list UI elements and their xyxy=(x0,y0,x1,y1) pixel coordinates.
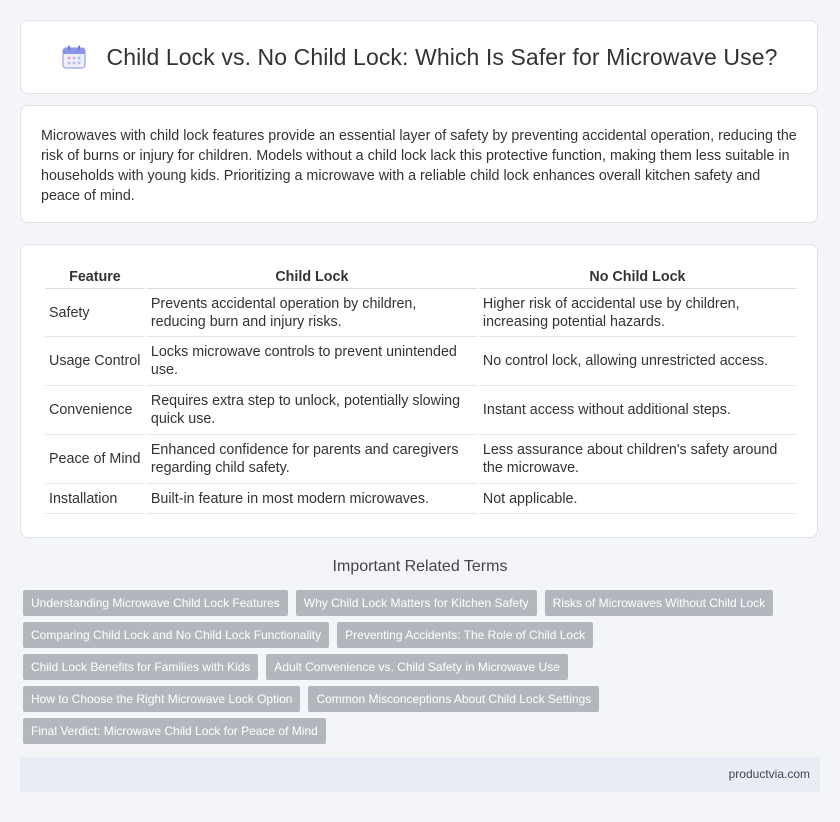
intro-card xyxy=(20,105,818,223)
related-term-tag[interactable]: Understanding Microwave Child Lock Features xyxy=(23,590,288,616)
header-feature: Feature xyxy=(45,265,145,289)
no-child-lock-cell: Not applicable. xyxy=(479,484,796,514)
related-term-tag[interactable]: Why Child Lock Matters for Kitchen Safety xyxy=(296,590,537,616)
feature-cell: Safety xyxy=(45,289,145,337)
feature-cell: Installation xyxy=(45,484,145,514)
footer-source-link[interactable]: productvia.com xyxy=(728,767,810,781)
child-lock-cell: Requires extra step to unlock, potentially slowing quick use. xyxy=(147,386,477,435)
related-term-tag[interactable]: Common Misconceptions About Child Lock Settings xyxy=(308,686,599,712)
header-no-child-lock: No Child Lock xyxy=(479,265,796,289)
comparison-table xyxy=(43,265,798,514)
no-child-lock-cell: Instant access without additional steps. xyxy=(479,386,796,435)
related-terms-heading: Important Related Terms xyxy=(332,558,508,575)
related-terms-list xyxy=(23,590,823,750)
no-child-lock-cell: Higher risk of accidental use by children, increasing potential hazards. xyxy=(479,289,796,337)
tag-row xyxy=(23,686,823,712)
feature-cell: Convenience xyxy=(45,386,145,435)
child-lock-cell: Enhanced confidence for parents and caregivers regarding child safety. xyxy=(147,435,477,484)
comparison-table-card xyxy=(20,244,818,538)
title-card xyxy=(20,20,818,94)
child-lock-cell: Locks microwave controls to prevent unintended use. xyxy=(147,337,477,386)
no-child-lock-cell: No control lock, allowing unrestricted access. xyxy=(479,337,796,386)
intro-paragraph: Microwaves with child lock features provide an essential layer of safety by preventing accidental operation, reducing the risk of burns or injury for children. Models without a child lock lack this protective function, making them less suitable in households with young kids. Prioritizing a microwave with a reliable child lock enhances overall kitchen safety and peace of mind. xyxy=(41,128,797,204)
feature-cell: Peace of Mind xyxy=(45,435,145,484)
no-child-lock-cell: Less assurance about children's safety around the microwave. xyxy=(479,435,796,484)
table-row xyxy=(45,289,796,337)
feature-cell: Usage Control xyxy=(45,337,145,386)
table-row xyxy=(45,337,796,386)
tag-row xyxy=(23,718,823,744)
tag-row xyxy=(23,590,823,616)
related-term-tag[interactable]: Comparing Child Lock and No Child Lock Functionality xyxy=(23,622,329,648)
related-term-tag[interactable]: Child Lock Benefits for Families with Kids xyxy=(23,654,258,680)
table-row xyxy=(45,484,796,514)
footer xyxy=(20,757,820,792)
calendar-icon xyxy=(61,44,87,70)
related-term-tag[interactable]: Risks of Microwaves Without Child Lock xyxy=(545,590,774,616)
child-lock-cell: Prevents accidental operation by children, reducing burn and injury risks. xyxy=(147,289,477,337)
header-child-lock: Child Lock xyxy=(147,265,477,289)
related-term-tag[interactable]: Final Verdict: Microwave Child Lock for Peace of Mind xyxy=(23,718,326,744)
page-title: Child Lock vs. No Child Lock: Which Is Safer for Microwave Use? xyxy=(106,43,778,70)
table-row xyxy=(45,435,796,484)
tag-row xyxy=(23,654,823,680)
related-term-tag[interactable]: Adult Convenience vs. Child Safety in Microwave Use xyxy=(266,654,567,680)
related-term-tag[interactable]: How to Choose the Right Microwave Lock Option xyxy=(23,686,300,712)
child-lock-cell: Built-in feature in most modern microwaves. xyxy=(147,484,477,514)
tag-row xyxy=(23,622,823,648)
related-term-tag[interactable]: Preventing Accidents: The Role of Child Lock xyxy=(337,622,593,648)
table-header-row xyxy=(45,265,796,289)
table-row xyxy=(45,386,796,435)
